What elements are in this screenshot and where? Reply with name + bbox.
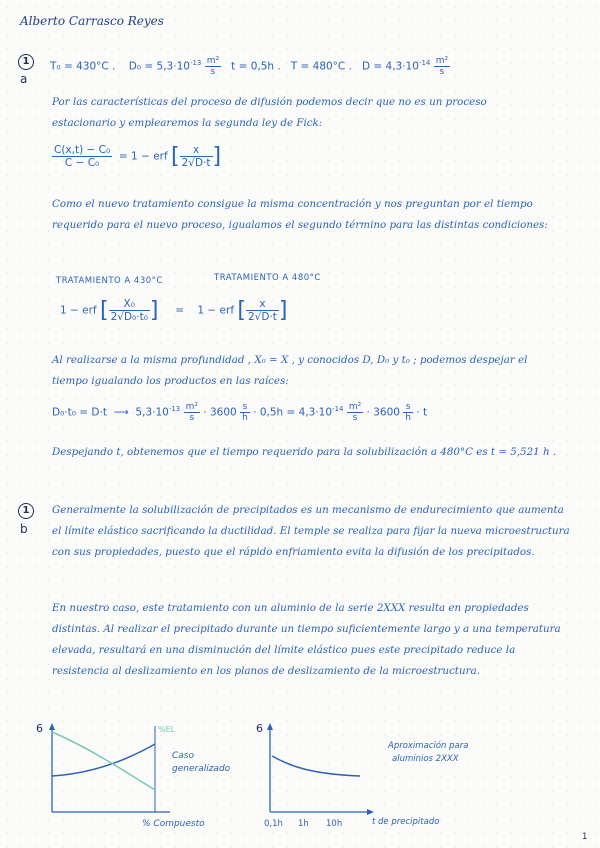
- graph2-y-arrow: [267, 723, 273, 730]
- paragraph-result: Despejando t, obtenemos que el tiempo requerido para la solubilización a 480°C es t = 5,521 h .: [52, 446, 557, 458]
- given-D0-units: $\frac{\text{m²}}{s}$: [206, 56, 220, 77]
- equality-left-argument: $\frac{\text{X₀}}{\text{2√D₀·t₀}}$: [110, 298, 148, 323]
- paragraph-solubilization: Generalmente la solubilización de precipitados es un mecanismo de endurecimiento que aumenta el límite elástico sacrificando la ductilidad. El temple se realiza para fijar la nueva microestructura con sus propiedades, puesto que el rápido enfriamiento evita la difusión de los precipitados.: [52, 504, 570, 558]
- question-letter-b: b: [20, 522, 28, 536]
- given-T0: T₀ = 430°C .: [50, 60, 116, 73]
- graph-generalized: [30, 720, 250, 830]
- fick-equation: $\frac{\text{C(x,t) − C₀}}{\text{C − C₀}}$ = 1 − erf [ $\frac{x}{2√D\cdot t}$ ]: [54, 144, 222, 169]
- graph1-ylabel: 6: [36, 722, 43, 735]
- graph1-el-mark: %EL: [158, 725, 176, 734]
- fick-erf-argument: $\frac{x}{2√D\cdot t}$: [181, 144, 211, 169]
- question-number: 1: [18, 54, 34, 70]
- treatment-430-heading: TRATAMIENTO A 430°C: [56, 276, 163, 286]
- equality-left-erf: 1 − erf: [60, 304, 97, 317]
- product-equation: D₀·t₀ = D·t ⟶ $5,3\cdot 10^{-13}$ $\frac{\text{m²}}{s}$ · 3600 $\frac{s}{h}$ · $0,5h = 4,3\cdot 10^{-14}$ $\frac{\text{m²}}{s}$ · 3600 $\frac{s}{h}$ · t: [52, 402, 428, 423]
- graph1-xlabel: % Compuesto: [142, 819, 205, 829]
- given-D: D = 4,3·10: [361, 60, 419, 73]
- given-D0-exp: -13: [189, 59, 202, 67]
- given-data: [50, 56, 450, 77]
- equality-sign: =: [175, 304, 185, 317]
- paragraph-same-depth: Al realizarse a la misma profundidad , X₀ = X , y conocidos D, D₀ y t₀ ; podemos despejar el tiempo igualando los productos en las raíces:: [52, 354, 528, 387]
- given-D-exp: -14: [418, 59, 431, 67]
- product-lhs: D₀·t₀ = D·t: [52, 406, 107, 419]
- paragraph-fick-intro: Por las características del proceso de difusión podemos decir que no es un proceso estacionario y emplearemos la segunda ley de Fick:: [52, 96, 487, 129]
- graph2-label-line2: aluminios 2XXX: [392, 754, 459, 764]
- graph2-xtick-1: 1h: [298, 819, 309, 829]
- graph2-strength-curve: [272, 756, 360, 776]
- graph2-xlabel: t de precipitado: [372, 817, 440, 827]
- paragraph-new-treatment: Como el nuevo tratamiento consigue la misma concentración y nos preguntan por el tiempo requerido para el nuevo proceso, igualamos el segundo término para las distintas condiciones:: [52, 198, 548, 231]
- fick-erf: = 1 − erf: [118, 150, 168, 163]
- graph2-ylabel: 6: [256, 722, 263, 735]
- graph1-label-line1: Caso: [172, 751, 194, 761]
- graph-aluminium-2xxx: [250, 720, 500, 830]
- graph1-label-line2: generalizado: [172, 764, 231, 774]
- graph1-y-arrow: [49, 723, 55, 730]
- treatment-480-heading: TRATAMIENTO A 480°C: [214, 273, 321, 283]
- author-name: Alberto Carrasco Reyes: [20, 14, 164, 28]
- equality-right-argument: $\frac{x}{2√D\cdot t}$: [247, 298, 277, 323]
- page-number: 1: [582, 832, 588, 842]
- given-t0: t = 0,5h .: [231, 60, 281, 73]
- graph2-xtick-2: 10h: [326, 819, 343, 829]
- graph1-strength-curve: [52, 744, 155, 776]
- fick-fraction: $\frac{\text{C(x,t) − C₀}}{\text{C − C₀}}$: [54, 144, 111, 169]
- paragraph-2xxx-case: En nuestro caso, este tratamiento con un aluminio de la serie 2XXX resulta en propiedades distintas. Al realizar el precipitado durante un tiempo suficientemente largo y a una temperatura elevada, resultará en una disminución del límite elástico pues este precipitado reduce la resistencia al deslizamiento en los planos de deslizamiento de la microestructura.: [52, 602, 561, 677]
- graph2-label-line1: Aproximación para: [388, 741, 469, 751]
- graph2-x-arrow: [367, 809, 374, 815]
- graph1-elongation-curve: [52, 732, 155, 790]
- graph2-xtick-0: 0,1h: [264, 819, 283, 829]
- arrow-icon: ⟶: [113, 406, 129, 419]
- question-number-b: 1: [18, 503, 34, 519]
- given-D0: D₀ = 5,3·10: [128, 60, 190, 73]
- question-letter: a: [20, 72, 28, 86]
- given-T: T = 480°C .: [290, 60, 352, 73]
- given-D-units: $\frac{\text{m²}}{s}$: [435, 56, 449, 77]
- equality-right-erf: 1 − erf: [197, 304, 235, 317]
- equality-equation: 1 − erf [ $\frac{\text{X₀}}{\text{2√D₀·t₀}}$ ] = 1 − erf [ $\frac{x}{2√D\cdot t}$ ]: [60, 298, 288, 323]
